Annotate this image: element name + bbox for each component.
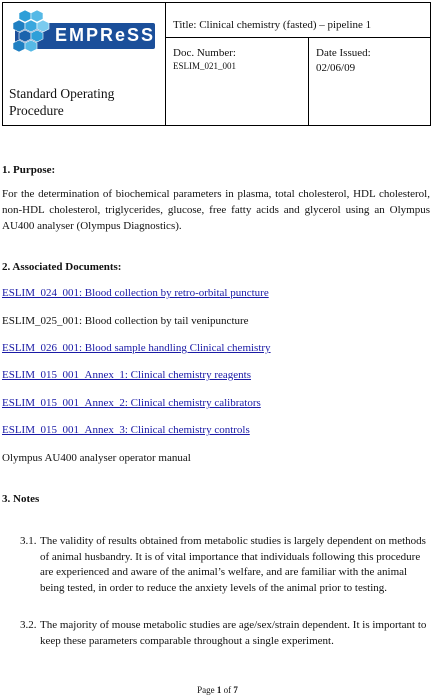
page-footer <box>0 685 435 695</box>
page-total: 7 <box>233 685 238 695</box>
associated-documents-heading: 2. Associated Documents: <box>2 261 122 273</box>
doc-operator-manual: Olympus AU400 analyser operator manual <box>2 452 191 464</box>
header-divider <box>165 37 430 38</box>
logo-text: EMPReSS <box>55 25 156 45</box>
header-table <box>2 2 431 126</box>
date-issued-value: 02/06/09 <box>316 62 356 74</box>
page-number: 1 <box>216 685 222 695</box>
document-title: Title: Clinical chemistry (fasted) – pipeline 1 <box>173 19 372 31</box>
purpose-text: For the determination of biochemical parameters in plasma, total cholesterol, HDL cholesterol, non-HDL cholesterol, triglycerides, glucose, free fatty acids and glycerol using an Olympus AU400 analyser (Olympus Diagnostics). <box>2 188 430 232</box>
note-number: 3.2. <box>20 619 37 631</box>
date-issued-label: Date Issued: <box>316 47 371 59</box>
page-prefix: Page <box>197 685 217 695</box>
sop-title: Standard Operating Procedure <box>9 86 115 118</box>
note-item <box>20 534 430 596</box>
doc-number-label: Doc. Number: <box>173 47 236 59</box>
doc-link-calibrators[interactable]: ESLIM_015_001_Annex_2: Clinical chemistry calibrators <box>2 397 261 409</box>
doc-number-value: ESLIM_021_001 <box>173 61 236 71</box>
notes-heading: 3. Notes <box>2 493 40 505</box>
purpose-heading: 1. Purpose: <box>2 164 56 176</box>
note-item <box>20 618 430 649</box>
header-divider <box>308 37 309 125</box>
doc-link-reagents[interactable]: ESLIM_015_001_Annex_1: Clinical chemistry reagents <box>2 369 251 381</box>
note-text: The validity of results obtained from metabolic studies is largely dependent on methods of animal husbandry. It is of vital importance that individuals following this procedure are experienced and aware of the animal’s welfare, and are familiar with the animal being tested, in order to reduce the anxiety levels of the animal prior to testing. <box>40 535 426 594</box>
doc-tail-venipuncture: ESLIM_025_001: Blood collection by tail venipuncture <box>2 315 249 327</box>
note-number: 3.1. <box>20 535 37 547</box>
doc-link-controls[interactable]: ESLIM_015_001_Annex_3: Clinical chemistry controls <box>2 424 250 436</box>
doc-link-retro-orbital[interactable]: ESLIM_024_001: Blood collection by retro-orbital puncture <box>2 287 269 299</box>
page-mid: of <box>221 685 234 695</box>
note-text: The majority of mouse metabolic studies are age/sex/strain dependent. It is important to keep these parameters comparable throughout a single experiment. <box>40 619 427 647</box>
hexagon-logo-icon <box>11 9 57 57</box>
empress-logo <box>11 9 159 57</box>
doc-link-sample-handling[interactable]: ESLIM_026_001: Blood sample handling Clinical chemistry <box>2 342 271 354</box>
header-divider <box>165 3 166 125</box>
